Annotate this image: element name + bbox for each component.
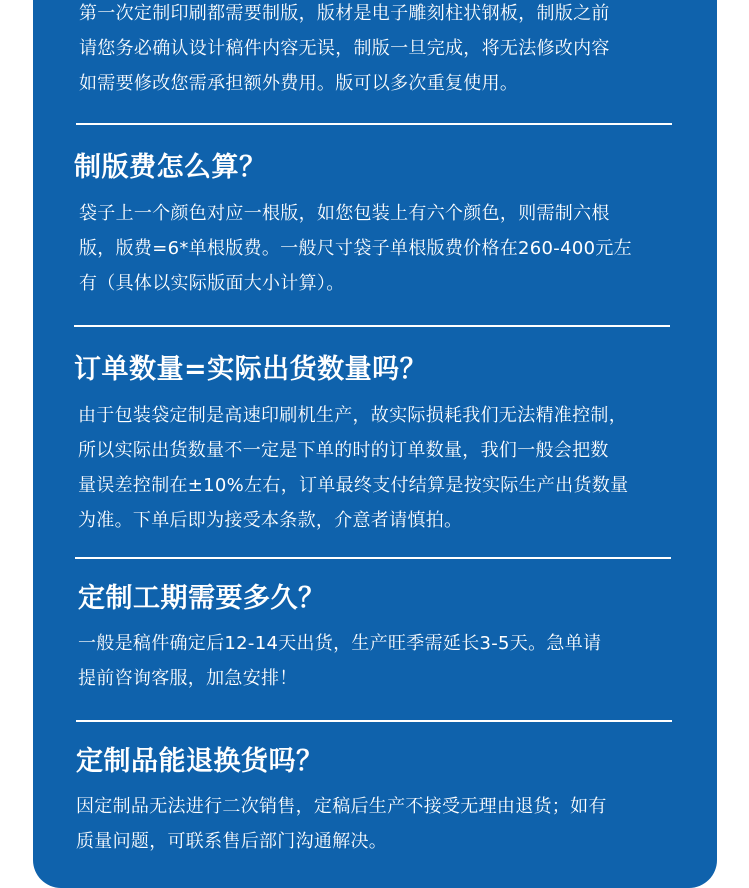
section-title-plate-fee: 制版费怎么算？: [74, 152, 267, 183]
section-body-returns: 因定制品无法进行二次销售，定稿后生产不接受无理由退货；如有 质量问题，可联系售后部门沟通解决。: [76, 796, 607, 852]
divider: [76, 720, 672, 722]
section-body-plate-fee: 袋子上一个颜色对应一根版，如您包装上有六个颜色，则需制六根 版，版费=6*单根版费。一般尺寸袋子单根版费价格在260-400元左 有（具体以实际版面大小计算）。: [79, 203, 632, 294]
section-body-lead-time: 一般是稿件确定后12-14天出货，生产旺季需延长3-5天。急单请 提前咨询客服，加急安排！: [78, 633, 602, 689]
section-title-returns: 定制品能退换货吗？: [76, 746, 324, 777]
section-title-order-quantity: 订单数量=实际出货数量吗？: [74, 354, 428, 385]
divider: [74, 325, 670, 327]
section-title-lead-time: 定制工期需要多久？: [78, 583, 326, 614]
divider: [76, 123, 672, 125]
section-body-order-quantity: 由于包装袋定制是高速印刷机生产，故实际损耗我们无法精准控制， 所以实际出货数量不一定是下单的时的订单数量，我们一般会把数 量误差控制在±10%左右，订单最终支付结算是按实际生产出货数量 为准。下单后即为接受本条款，介意者请慎拍。: [78, 405, 629, 531]
intro-paragraph: 第一次定制印刷都需要制版，版材是电子雕刻柱状钢板，制版之前 请您务必确认设计稿件内容无误，制版一旦完成，将无法修改内容 如需要修改您需承担额外费用。版可以多次重复使用。: [79, 3, 610, 94]
divider: [75, 557, 671, 559]
